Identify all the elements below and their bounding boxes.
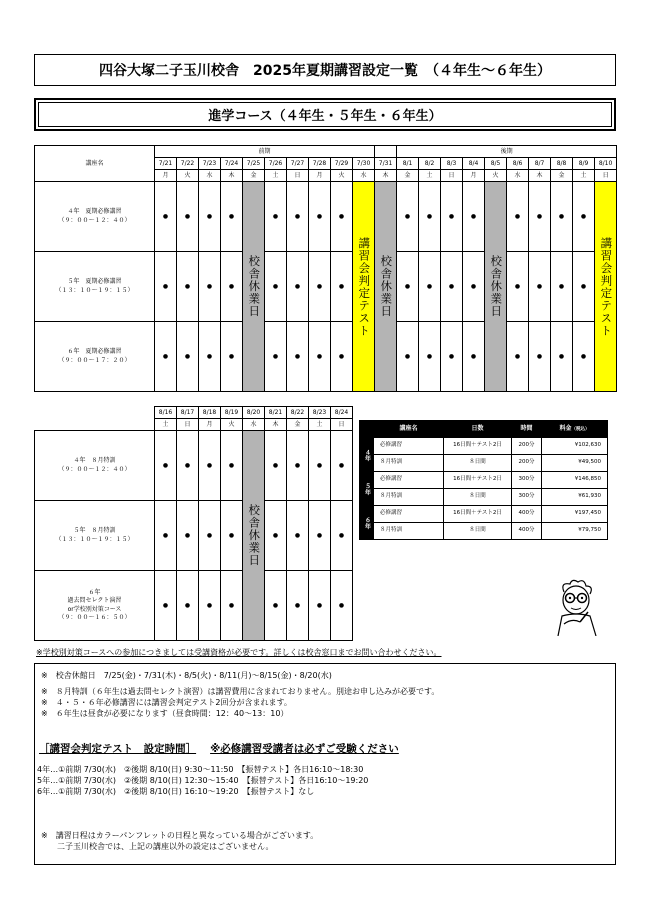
course-name-cell: [35, 182, 155, 252]
class-day-dot: ●: [397, 252, 419, 322]
weekday-cell: 水: [507, 170, 529, 182]
class-day-dot: ●: [331, 252, 353, 322]
class-day-dot: ●: [507, 182, 529, 252]
date-cell: 8/9: [573, 158, 595, 170]
price-course-name: ８月特訓: [374, 489, 444, 506]
class-day-dot: ●: [177, 431, 199, 501]
class-day-dot: ●: [309, 252, 331, 322]
weekday-cell: 木: [221, 170, 243, 182]
eligibility-note: ※学校別対策コースへの参加につきましては受講資格が必要です。詳しくは校舎窓口までお問い合わせください。: [36, 648, 442, 657]
class-day-dot: ●: [463, 182, 485, 252]
note-line-3: ※ ４・５・６年必修講習には講習会判定テスト2回分が含まれます。: [41, 698, 292, 707]
price-fee: ¥197,450: [542, 506, 608, 523]
date-cell: 7/31: [375, 158, 397, 170]
date-cell: 8/17: [177, 407, 199, 419]
price-grade: ５年: [363, 482, 371, 495]
weekday-cell: 木: [375, 170, 397, 182]
class-day-dot: ●: [529, 252, 551, 322]
course-name-cell: [35, 252, 155, 322]
date-cell: 7/30: [353, 158, 375, 170]
class-day-dot: ●: [419, 182, 441, 252]
closed-day-label: 校舎休業日: [379, 255, 394, 318]
weekday-cell: 日: [331, 419, 353, 431]
weekday-cell: 火: [221, 419, 243, 431]
weekday-cell: 水: [199, 170, 221, 182]
date-cell: 7/29: [331, 158, 353, 170]
price-header-days: 日数: [444, 421, 512, 438]
weekday-cell: 土: [573, 170, 595, 182]
weekday-cell: 土: [419, 170, 441, 182]
course-title-box: [34, 98, 616, 131]
class-day-dot: ●: [287, 571, 309, 641]
class-day-dot: ●: [287, 322, 309, 392]
date-cell: 7/28: [309, 158, 331, 170]
class-day-dot: ●: [155, 182, 177, 252]
price-days: ８日間: [444, 455, 512, 472]
class-day-dot: ●: [309, 322, 331, 392]
weekday-cell: 水: [353, 170, 375, 182]
date-cell: 8/1: [397, 158, 419, 170]
class-day-dot: ●: [199, 571, 221, 641]
closed-day-label: 校舎休業日: [489, 255, 504, 318]
date-cell: 8/24: [331, 407, 353, 419]
teacher-mascot-illustration: [550, 578, 602, 636]
course-name-cell: [35, 431, 155, 501]
date-cell: 8/8: [551, 158, 573, 170]
class-day-dot: ●: [507, 322, 529, 392]
weekday-cell: 火: [331, 170, 353, 182]
summer-schedule-table: [34, 145, 617, 392]
course-time: （９：００～１２：４０）: [58, 465, 131, 473]
class-day-dot: ●: [309, 571, 331, 641]
class-day-dot: ●: [309, 182, 331, 252]
test-line-5: 5年…①前期 7/30(水) ②後期 8/10(日) 12:30～15:40 【振替テスト】各日16:10～19:20: [37, 776, 369, 785]
test-line-6: 6年…①前期 7/30(水) ②後期 8/10(日) 16:10～19:20 【振替テスト】なし: [37, 787, 315, 796]
class-day-dot: ●: [221, 431, 243, 501]
class-day-dot: ●: [265, 501, 287, 571]
class-day-dot: ●: [177, 252, 199, 322]
date-cell: 8/23: [309, 407, 331, 419]
blank-header-cell: [35, 407, 155, 431]
class-day-dot: ●: [397, 182, 419, 252]
class-day-dot: ●: [221, 501, 243, 571]
class-day-dot: ●: [331, 431, 353, 501]
price-hours: 300分: [512, 489, 542, 506]
course-name: ６年: [88, 589, 101, 597]
class-day-dot: ●: [199, 501, 221, 571]
weekday-cell: 日: [177, 419, 199, 431]
course-name-line3: or学校別対策コース: [67, 605, 122, 613]
class-day-dot: ●: [441, 182, 463, 252]
date-cell: 8/10: [595, 158, 617, 170]
class-day-dot: ●: [177, 501, 199, 571]
class-day-dot: ●: [155, 431, 177, 501]
class-day-dot: ●: [573, 182, 595, 252]
page-title: 四谷大塚二子玉川校舎 2025年夏期講習設定一覧 （４年生～６年生）: [99, 63, 551, 79]
class-day-dot: ●: [551, 252, 573, 322]
class-day-dot: ●: [419, 252, 441, 322]
price-course-name: 必修講習: [374, 506, 444, 523]
price-grade-cell: [360, 472, 374, 506]
weekday-cell: 木: [265, 419, 287, 431]
date-cell: 7/24: [221, 158, 243, 170]
price-hours: 400分: [512, 523, 542, 540]
class-day-dot: ●: [529, 322, 551, 392]
closed-day-cell: [243, 182, 265, 392]
class-day-dot: ●: [221, 571, 243, 641]
class-day-dot: ●: [331, 501, 353, 571]
price-course-name: 必修講習: [374, 472, 444, 489]
date-cell: 8/6: [507, 158, 529, 170]
price-header-hours: 時間: [512, 421, 542, 438]
weekday-cell: 月: [155, 170, 177, 182]
price-fee: ¥79,750: [542, 523, 608, 540]
class-day-dot: ●: [155, 571, 177, 641]
class-day-dot: ●: [331, 322, 353, 392]
class-day-dot: ●: [463, 322, 485, 392]
price-grade-cell: [360, 506, 374, 540]
weekday-cell: 月: [199, 419, 221, 431]
class-day-dot: ●: [221, 252, 243, 322]
weekday-cell: 土: [309, 419, 331, 431]
footer-note-2: 二子玉川校舎では、上記の講座以外の設定はございません。: [41, 842, 274, 851]
class-day-dot: ●: [507, 252, 529, 322]
date-cell: 8/19: [221, 407, 243, 419]
test-day-label: 講習会判定テスト: [357, 236, 372, 337]
weekday-cell: 月: [463, 170, 485, 182]
test-section-heading: ［講習会判定テスト 設定時間］: [39, 743, 197, 755]
class-day-dot: ●: [265, 431, 287, 501]
closed-day-cell: [243, 431, 265, 641]
notes-box: [34, 663, 616, 865]
course-time: （９：００～１７：２０）: [58, 356, 131, 364]
course-name: ４年 ８月特訓: [73, 457, 116, 465]
date-cell: 8/7: [529, 158, 551, 170]
price-course-name: ８月特訓: [374, 455, 444, 472]
course-name-header: 講座名: [35, 146, 155, 182]
test-day-cell: [595, 182, 617, 392]
class-day-dot: ●: [287, 431, 309, 501]
class-day-dot: ●: [573, 252, 595, 322]
footer-note-1: ※ 講習日程はカラーパンフレットの日程と異なっている場合がございます。: [41, 831, 319, 840]
class-day-dot: ●: [441, 322, 463, 392]
course-name-cell: [35, 322, 155, 392]
price-hours: 400分: [512, 506, 542, 523]
class-day-dot: ●: [265, 252, 287, 322]
class-day-dot: ●: [177, 571, 199, 641]
note-line-4: ※ ６年生は昼食が必要になります（昼食時間：12：40～13：10）: [41, 709, 289, 718]
date-cell: 8/16: [155, 407, 177, 419]
course-name-cell: [35, 571, 155, 641]
class-day-dot: ●: [551, 182, 573, 252]
date-cell: 8/18: [199, 407, 221, 419]
class-day-dot: ●: [529, 182, 551, 252]
class-day-dot: ●: [397, 322, 419, 392]
class-day-dot: ●: [419, 322, 441, 392]
price-days: 16日間＋テスト2日: [444, 506, 512, 523]
course-name-cell: [35, 501, 155, 571]
weekday-cell: 日: [595, 170, 617, 182]
price-fee: ¥61,930: [542, 489, 608, 506]
date-cell: 8/2: [419, 158, 441, 170]
date-cell: 7/23: [199, 158, 221, 170]
price-header-fee: 料金: [559, 424, 572, 432]
price-hours: 200分: [512, 455, 542, 472]
price-header-blank: [360, 421, 374, 438]
class-day-dot: ●: [221, 182, 243, 252]
weekday-cell: 月: [309, 170, 331, 182]
date-cell: 8/3: [441, 158, 463, 170]
course-name: ４年 夏期必修講習: [67, 208, 122, 216]
class-day-dot: ●: [177, 322, 199, 392]
price-hours: 200分: [512, 438, 542, 455]
price-days: 16日間＋テスト2日: [444, 472, 512, 489]
closed-day-label: 校舎休業日: [247, 504, 262, 567]
course-name: ６年 夏期必修講習: [67, 348, 122, 356]
weekday-cell: 水: [243, 419, 265, 431]
closed-day-label: 校舎休業日: [247, 255, 262, 318]
price-grade: ６年: [363, 516, 371, 529]
date-cell: 7/22: [177, 158, 199, 170]
class-day-dot: ●: [155, 322, 177, 392]
price-days: ８日間: [444, 489, 512, 506]
date-cell: 8/21: [265, 407, 287, 419]
price-grade-cell: [360, 438, 374, 472]
period-first-header: 前期: [155, 146, 375, 158]
weekday-cell: 火: [177, 170, 199, 182]
class-day-dot: ●: [463, 252, 485, 322]
date-cell: 7/27: [287, 158, 309, 170]
price-hours: 300分: [512, 472, 542, 489]
class-day-dot: ●: [573, 322, 595, 392]
course-title: 進学コース（４年生・５年生・６年生）: [208, 109, 442, 124]
class-day-dot: ●: [199, 431, 221, 501]
class-day-dot: ●: [331, 571, 353, 641]
price-days: ８日間: [444, 523, 512, 540]
period-second-header: 後期: [397, 146, 617, 158]
date-cell: 7/25: [243, 158, 265, 170]
class-day-dot: ●: [155, 501, 177, 571]
note-line-2: ※ ８月特訓（６年生は過去問セレクト演習）は講習費用に含まれておりません。別途お申し込みが必要です。: [41, 687, 440, 696]
weekday-cell: 土: [155, 419, 177, 431]
date-cell: 7/21: [155, 158, 177, 170]
class-day-dot: ●: [265, 571, 287, 641]
date-cell: 8/5: [485, 158, 507, 170]
weekday-cell: 金: [397, 170, 419, 182]
class-day-dot: ●: [309, 431, 331, 501]
test-day-label: 講習会判定テスト: [599, 236, 614, 337]
date-cell: 7/26: [265, 158, 287, 170]
class-day-dot: ●: [199, 252, 221, 322]
weekday-cell: 日: [287, 170, 309, 182]
class-day-dot: ●: [551, 322, 573, 392]
price-course-name: 必修講習: [374, 438, 444, 455]
weekday-cell: 金: [243, 170, 265, 182]
test-line-4: 4年…①前期 7/30(水) ②後期 8/10(日) 9:30～11:50 【振替テスト】各日16:10～18:30: [37, 765, 364, 774]
class-day-dot: ●: [155, 252, 177, 322]
test-section-note: ※必修講習受講者は必ずご受験ください: [210, 743, 399, 755]
price-header-tax: （税込）: [571, 426, 590, 432]
class-day-dot: ●: [287, 252, 309, 322]
class-day-dot: ●: [287, 182, 309, 252]
price-fee: ¥102,630: [542, 438, 608, 455]
class-day-dot: ●: [309, 501, 331, 571]
course-time: （１３：１０～１９：１５）: [55, 286, 134, 294]
class-day-dot: ●: [199, 322, 221, 392]
price-table: [359, 420, 608, 540]
course-name-line2: 過去問セレクト演習: [67, 597, 122, 605]
page-title-box: [34, 54, 616, 86]
price-days: 16日間＋テスト2日: [444, 438, 512, 455]
weekday-cell: 火: [485, 170, 507, 182]
course-time: （９：００～１２：４０）: [58, 216, 131, 224]
course-time: （９：００～１６：５０）: [58, 613, 131, 621]
price-fee: ¥146,850: [542, 472, 608, 489]
price-course-name: ８月特訓: [374, 523, 444, 540]
course-time: （１３：１０～１９：１５）: [55, 535, 134, 543]
class-day-dot: ●: [221, 322, 243, 392]
price-header-course: 講座名: [374, 421, 444, 438]
test-day-cell: [353, 182, 375, 392]
august-schedule-table: [34, 406, 353, 641]
course-name: ５年 夏期必修講習: [67, 278, 122, 286]
weekday-cell: 金: [287, 419, 309, 431]
class-day-dot: ●: [287, 501, 309, 571]
weekday-cell: 木: [529, 170, 551, 182]
closed-days-note: ※ 校舎休館日 7/25(金)・7/31(木)・8/5(火)・8/11(月)～8/15(金)・8/20(水): [41, 671, 332, 680]
class-day-dot: ●: [331, 182, 353, 252]
date-cell: 8/20: [243, 407, 265, 419]
class-day-dot: ●: [265, 322, 287, 392]
period-gap-cell: [375, 146, 397, 158]
test-section-title: [39, 741, 399, 756]
class-day-dot: ●: [441, 252, 463, 322]
course-name: ５年 ８月特訓: [73, 527, 116, 535]
weekday-cell: 日: [441, 170, 463, 182]
class-day-dot: ●: [199, 182, 221, 252]
date-cell: 8/22: [287, 407, 309, 419]
price-header-fee-cell: [542, 421, 608, 438]
price-fee: ¥49,500: [542, 455, 608, 472]
closed-day-cell: [375, 182, 397, 392]
weekday-cell: 金: [551, 170, 573, 182]
price-grade: ４年: [363, 448, 371, 461]
weekday-cell: 土: [265, 170, 287, 182]
class-day-dot: ●: [265, 182, 287, 252]
closed-day-cell: [485, 182, 507, 392]
class-day-dot: ●: [177, 182, 199, 252]
date-cell: 8/4: [463, 158, 485, 170]
